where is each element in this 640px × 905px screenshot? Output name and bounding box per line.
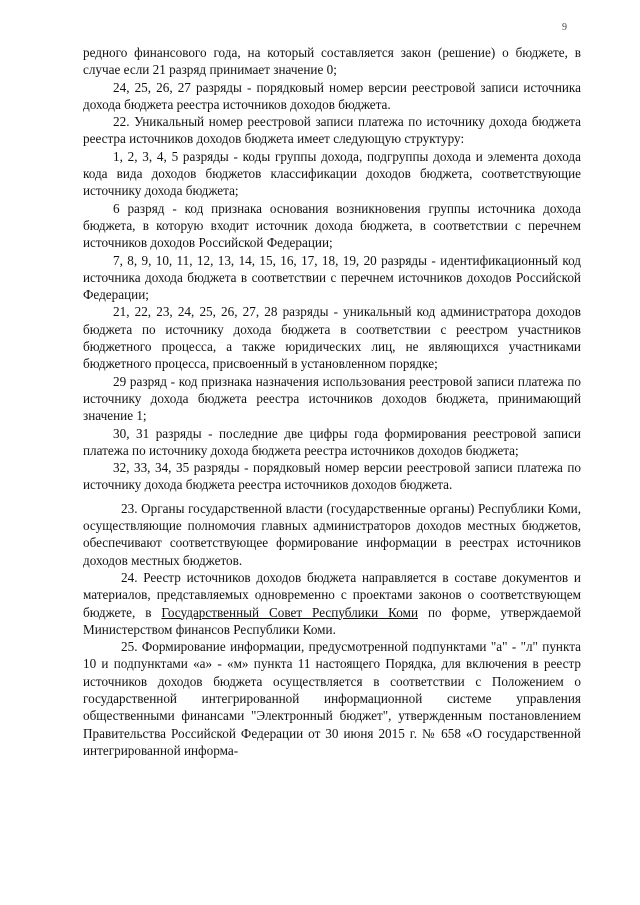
paragraph-digits-32-35: 32, 33, 34, 35 разряды - порядковый номер версии реестровой записи платежа по источнику дохода бюджета реестра источников доходов бюджета. — [83, 460, 581, 493]
state-council-link: Государственный Совет Республики Коми — [161, 604, 419, 620]
paragraph-digits-21-28: 21, 22, 23, 24, 25, 26, 27, 28 разряды - уникальный код администратора доходов бюджета по источнику дохода бюджета в соответствии с реестром участников бюджетного процесса, а также юридических лиц, не являющихся участниками бюджетного процесса, присвоенный в установленном порядке; — [83, 304, 581, 372]
paragraph-item-23: 23. Органы государственной власти (государственные органы) Республики Коми, осуществляющие полномочия главных администраторов доходов местных бюджетов, обеспечивают соответствующее формирование информации в реестрах источников доходов местных бюджетов. — [83, 500, 581, 568]
item-24-text-end: по форме, утверждаемой Министерством финансов Республики Коми. — [83, 604, 581, 637]
paragraph-digit-6: 6 разряд - код признака основания возникновения группы источника дохода бюджета, в которую входит источник дохода бюджета, в соответствии с перечнем источников доходов Российской Федерации; — [83, 200, 581, 251]
paragraph-continuation: редного финансового года, на который составляется закон (решение) о бюджете, в случае если 21 разряд принимает значение 0; — [83, 45, 581, 78]
paragraph-item-25: 25. Формирование информации, предусмотренной подпунктами "а" - "л" пункта 10 и подпунктами «а» - «м» пункта 11 настоящего Порядка, для включения в реестр источников доходов бюджета осуществляется в соответствии с Положением о государственной интегрированной информационной системе управления общественными финансами "Электронный бюджет", утвержденным постановлением Правительства Российской Федерации от 30 июня 2015 г. № 658 «О государственной интегрированной информа- — [83, 639, 581, 758]
paragraph-item-22: 22. Уникальный номер реестровой записи платежа по источнику дохода бюджета реестра источников доходов бюджета имеет следующую структуру: — [83, 114, 581, 147]
paragraph-digits-24-27: 24, 25, 26, 27 разряды - порядковый номер версии реестровой записи источника дохода бюджета реестра источников доходов бюджета. — [83, 79, 581, 112]
paragraph-digits-30-31: 30, 31 разряды - последние две цифры года формирования реестровой записи платежа по источнику дохода бюджета реестра источников доходов бюджета; — [83, 425, 581, 458]
paragraph-digit-29: 29 разряд - код признака назначения использования реестровой записи платежа по источнику дохода бюджета реестра источников доходов бюджета, принимающий значение 1; — [83, 373, 581, 424]
paragraph-item-24 — [83, 569, 581, 638]
document-body — [83, 44, 581, 759]
item-24-text-start: 24. Реестр источников доходов бюджета направляется в составе документов и материалов, представляемых одновременно с проектами законов о соответствующем бюджете, в — [83, 569, 581, 620]
page-number: 9 — [562, 22, 567, 33]
paragraph-digits-7-20: 7, 8, 9, 10, 11, 12, 13, 14, 15, 16, 17, 18, 19, 20 разряды - идентификационный код источника дохода бюджета в соответствии с перечнем источников доходов Российской Федерации; — [83, 252, 581, 303]
paragraph-digits-1-5: 1, 2, 3, 4, 5 разряды - коды группы дохода, подгруппы дохода и элемента дохода кода вида доходов бюджетов классификации доходов бюджета, соответствующие источнику дохода бюджета; — [83, 148, 581, 199]
